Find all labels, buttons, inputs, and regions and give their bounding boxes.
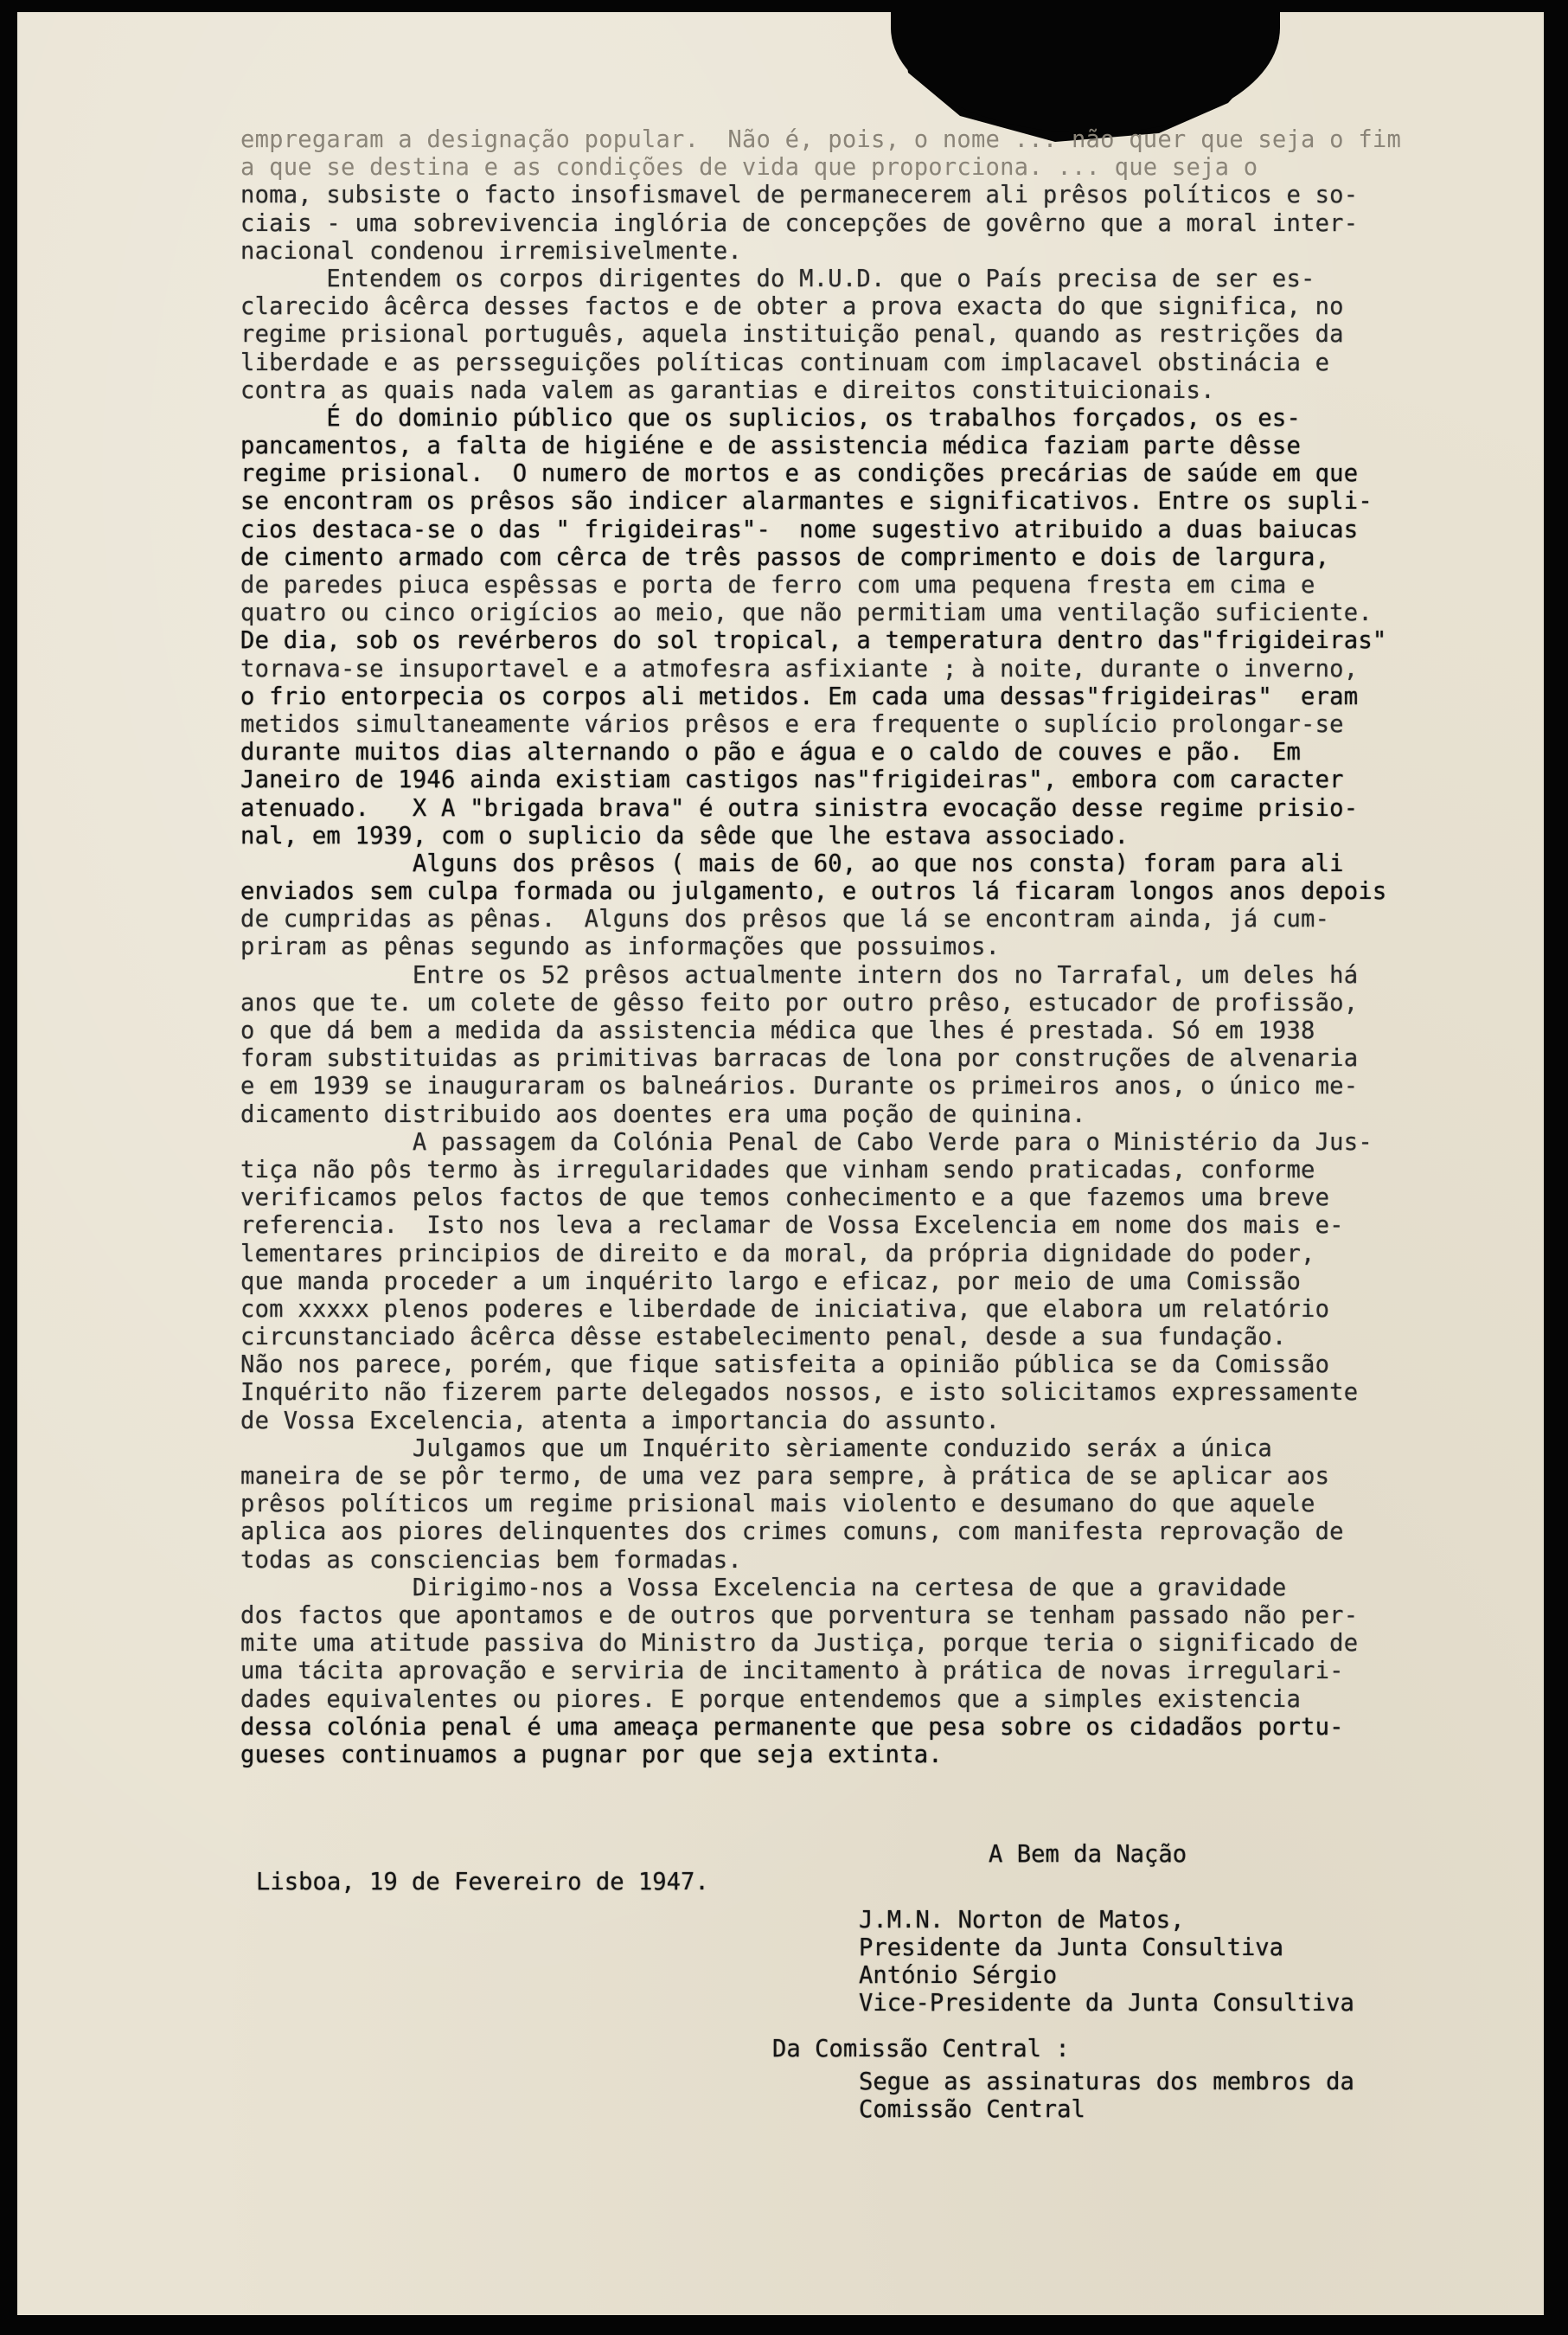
body-line: nal, em 1939, com o suplicio da sêde que lhe estava associado. — [240, 822, 1130, 850]
body-line: enviados sem culpa formada ou julgamento, e outros lá ficaram longos anos depois — [240, 878, 1387, 906]
body-line: uma tácita aprovação e serviria de incitamento à prática de novas irregulari- — [240, 1658, 1344, 1685]
body-line: maneira de se pôr termo, de uma vez para sempre, à prática de se aplicar aos — [240, 1463, 1330, 1490]
body-line: clarecido âcêrca desses factos e de obter a prova exacta do que significa, no — [240, 293, 1344, 321]
body-line: o frio entorpecia os corpos ali metidos. Em cada uma dessas"frigideiras" eram — [240, 683, 1359, 710]
body-line: tornava-se insuportavel e a atmofesra asfixiante ; à noite, durante o inverno, — [240, 655, 1359, 683]
body-line: de cimento armado com cêrca de três passos de comprimento e dois de largura, — [240, 543, 1330, 571]
body-line: circunstanciado âcêrca dêsse estabelecimento penal, desde a sua fundação. — [240, 1324, 1287, 1351]
body-line: mite uma atitude passiva do Ministro da Justiça, porque teria o significado de — [240, 1630, 1359, 1658]
body-line: aplica aos piores delinquentes dos crimes comuns, com manifesta reprovação de — [240, 1518, 1344, 1546]
body-line: priram as pênas segundo as informações que possuimos. — [240, 933, 1001, 961]
body-line: dicamento distribuido aos doentes era uma poção de quinina. — [240, 1100, 1086, 1128]
body-line: com xxxxx plenos poderes e liberdade de iniciativa, que elabora um relatório — [240, 1295, 1330, 1323]
body-line: o que dá bem a medida da assistencia médica que lhes é prestada. Só em 1938 — [240, 1017, 1315, 1044]
body-line: tiça não pôs termo às irregularidades que vinham sendo praticadas, conforme — [240, 1156, 1315, 1184]
body-line: Inquérito não fizerem parte delegados nossos, e isto solicitamos expressamente — [240, 1379, 1359, 1407]
body-line: Julgamos que um Inquérito sèriamente conduzido seráx a única — [240, 1434, 1272, 1462]
body-line: Não nos parece, porém, que fique satisfeita a opinião pública se da Comissão — [240, 1351, 1330, 1379]
body-line: de Vossa Excelencia, atenta a importancia do assunto. — [240, 1407, 1001, 1434]
body-line: regime prisional. O numero de mortos e as condições precárias de saúde em que — [240, 460, 1359, 488]
body-line: quatro ou cinco origícios ao meio, que não permitiam uma ventilação suficiente. — [240, 600, 1373, 627]
body-line: nacional condenou irremisivelmente. — [240, 237, 742, 265]
body-line: ciais - uma sobrevivencia inglória de concepções de govêrno que a moral inter- — [240, 209, 1359, 237]
closing-salutation: A Bem da Nação — [989, 1841, 1187, 1868]
body-line: Janeiro de 1946 ainda existiam castigos nas"frigideiras", embora com caracter — [240, 767, 1344, 794]
signatory-line: António Sérgio — [859, 1962, 1058, 1989]
body-line: Alguns dos prêsos ( mais de 60, ao que nos consta) foram para ali — [240, 850, 1344, 877]
body-line: verificamos pelos factos de que temos conhecimento e a que fazemos uma breve — [240, 1184, 1330, 1212]
body-line: cios destaca-se o das " frigideiras"- nome sugestivo atribuido a duas baiucas — [240, 516, 1359, 543]
place-and-date: Lisboa, 19 de Fevereiro de 1947. — [256, 1869, 709, 1896]
body-line: de paredes piuca espêssas e porta de ferro com uma pequena fresta em cima e — [240, 572, 1315, 599]
body-line: contra as quais nada valem as garantias e direitos constituicionais. — [240, 376, 1215, 404]
body-line: se encontram os prêsos são indicer alarmantes e significativos. Entre os supli- — [240, 488, 1373, 516]
body-line: Dirigimo-nos a Vossa Excelencia na certesa de que a gravidade — [240, 1574, 1287, 1601]
body-line: De dia, sob os revérberos do sol tropical, a temperatura dentro das"frigideiras" — [240, 627, 1387, 655]
commission-line: Segue as assinaturas dos membros da — [859, 2069, 1354, 2095]
body-line: empregaram a designação popular. Não é, pois, o nome ... não quer que seja o fim — [240, 126, 1402, 153]
body-line: anos que te. um colete de gêsso feito por outro prêso, estucador de profissão, — [240, 989, 1359, 1017]
signatory-line: J.M.N. Norton de Matos, — [859, 1907, 1185, 1934]
body-line: Entendem os corpos dirigentes do M.U.D. que o País precisa de ser es- — [240, 265, 1315, 292]
body-line: atenuado. X A "brigada brava" é outra sinistra evocação desse regime prisio- — [240, 794, 1359, 822]
body-line: A passagem da Colónia Penal de Cabo Verde para o Ministério da Jus- — [240, 1128, 1373, 1156]
body-line: todas as consciencias bem formadas. — [240, 1546, 742, 1574]
body-line: e em 1939 se inauguraram os balneários. Durante os primeiros anos, o único me- — [240, 1073, 1359, 1100]
body-line: durante muitos dias alternando o pão e água e o caldo de couves e pão. Em — [240, 739, 1302, 767]
body-line: gueses continuamos a pugnar por que seja extinta. — [240, 1741, 943, 1768]
signatory-line: Vice-Presidente da Junta Consultiva — [859, 1990, 1354, 2017]
body-line: foram substituidas as primitivas barracas de lona por construções de alvenaria — [240, 1045, 1359, 1073]
body-line: liberdade e as persseguições políticas continuam com implacavel obstinácia e — [240, 349, 1330, 376]
body-line: dessa colónia penal é uma ameaça permanente que pesa sobre os cidadãos portu- — [240, 1713, 1344, 1741]
body-line: regime prisional português, aquela instituição penal, quando as restrições da — [240, 321, 1344, 349]
body-line: noma, subsiste o facto insofismavel de permanecerem ali prêsos políticos e so- — [240, 182, 1359, 209]
letter-body — [240, 126, 1434, 1769]
body-line: a que se destina e as condições de vida que proporciona. ... que seja o — [240, 154, 1258, 182]
signatory-line: Presidente da Junta Consultiva — [859, 1934, 1284, 1961]
body-line: metidos simultaneamente vários prêsos e era frequente o suplício prolongar-se — [240, 710, 1344, 738]
commission-heading: Da Comissão Central : — [772, 2036, 1070, 2062]
body-line: que manda proceder a um inquérito largo e eficaz, por meio de uma Comissão — [240, 1267, 1302, 1295]
body-line: pancamentos, a falta de higiéne e de assistencia médica faziam parte dêsse — [240, 433, 1302, 460]
body-line: dades equivalentes ou piores. E porque entendemos que a simples existencia — [240, 1685, 1302, 1713]
body-line: prêsos políticos um regime prisional mais violento e desumano do que aquele — [240, 1491, 1315, 1518]
body-line: Entre os 52 prêsos actualmente intern dos no Tarrafal, um deles há — [240, 961, 1359, 989]
body-line: lementares principios de direito e da moral, da própria dignidade do poder, — [240, 1240, 1315, 1267]
body-line: dos factos que apontamos e de outros que porventura se tenham passado não per- — [240, 1601, 1359, 1629]
body-line: de cumpridas as pênas. Alguns dos prêsos que lá se encontram ainda, já cum- — [240, 906, 1330, 933]
commission-line: Comissão Central — [859, 2096, 1085, 2123]
body-line: É do dominio público que os suplicios, os trabalhos forçados, os es- — [240, 404, 1302, 432]
body-line: referencia. Isto nos leva a reclamar de Vossa Excelencia em nome dos mais e- — [240, 1212, 1344, 1240]
